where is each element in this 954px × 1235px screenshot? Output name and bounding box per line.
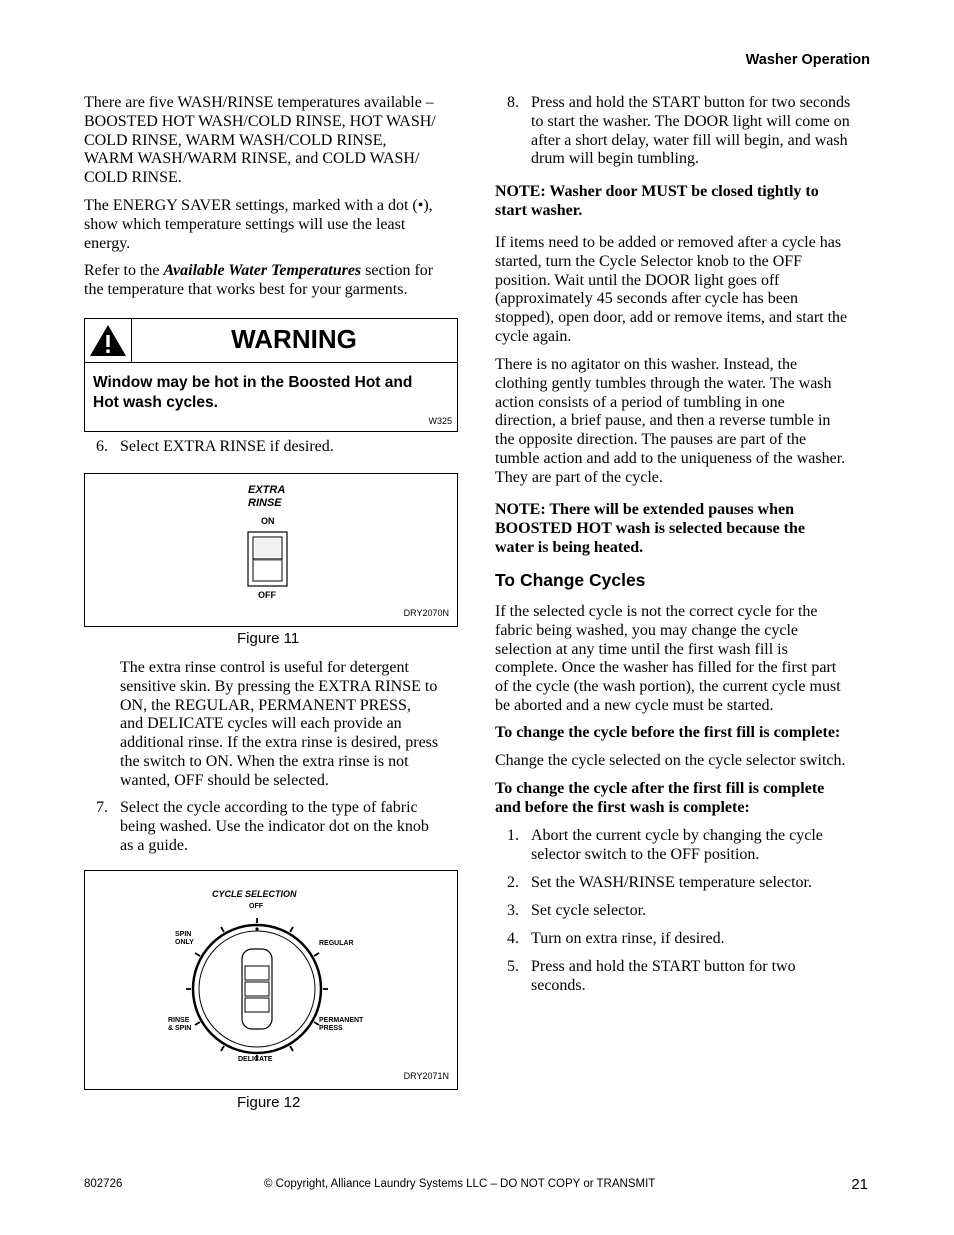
note-door-closed xyxy=(495,183,875,221)
text-line: They are part of the cycle. xyxy=(495,468,663,486)
figure-11-caption: Figure 11 xyxy=(237,630,300,647)
text-line: NOTE: There will be extended pauses when xyxy=(495,501,794,518)
text-line: RINSE xyxy=(168,1017,190,1024)
step-number: 2. xyxy=(507,874,519,891)
text-line: clothing gently tumbles through the water. The wash xyxy=(495,374,832,392)
step-number: 8. xyxy=(507,94,519,111)
text-fragment: section for xyxy=(361,262,434,279)
energy-saver-paragraph xyxy=(84,197,464,253)
text-line: selector switch to the OFF position. xyxy=(531,845,760,863)
change-step-3 xyxy=(507,902,877,922)
text-line: There are five WASH/RINSE temperatures available – xyxy=(84,94,434,111)
before-fill-text: Change the cycle selected on the cycle selector switch. xyxy=(495,752,846,769)
figure-12 xyxy=(84,870,458,1090)
text-line: being washed. Use the indicator dot on the knob xyxy=(120,817,429,835)
change-step-1 xyxy=(507,827,877,867)
step-number: 1. xyxy=(507,827,519,844)
text-line: complete. Once the washer has filled for the first part xyxy=(495,659,837,677)
change-step-5 xyxy=(507,958,877,998)
text-line: NOTE: Washer door MUST be closed tightly to xyxy=(495,183,819,200)
off-label: OFF xyxy=(258,590,276,600)
figure-11 xyxy=(84,473,458,627)
text-line: drum will begin tumbling. xyxy=(531,150,699,168)
text-line: energy. xyxy=(84,234,131,252)
page-number: 21 xyxy=(851,1176,868,1193)
step-text: Set cycle selector. xyxy=(531,902,647,919)
regular-label: REGULAR xyxy=(319,940,354,947)
subheading-after-fill xyxy=(495,780,875,818)
subheading-before-fill: To change the cycle before the first fill is complete: xyxy=(495,724,841,741)
text-line: seconds. xyxy=(531,976,586,994)
figure-code: DRY2071N xyxy=(403,1071,449,1081)
section-reference: Available Water Temperatures xyxy=(163,262,362,279)
text-fragment: Refer to the xyxy=(84,262,164,279)
text-line: To change the cycle after the first fill is complete xyxy=(495,780,825,797)
text-line: position. Wait until the DOOR light goes off xyxy=(495,271,780,289)
change-step-2 xyxy=(507,874,877,894)
text-line: direction, a brief pause, and then a reverse tumble in xyxy=(495,412,831,430)
text-line: the temperature that works best for your garments. xyxy=(84,280,408,298)
step-number: 3. xyxy=(507,902,519,919)
warning-triangle-icon xyxy=(85,319,132,362)
text-line: the opposite direction. The pauses are part of the xyxy=(495,431,807,449)
step-text: Select EXTRA RINSE if desired. xyxy=(120,438,334,455)
add-items-paragraph xyxy=(495,234,875,347)
text-line: tumble action and add to the uniqueness of the washer. xyxy=(495,449,846,467)
text-line: after a short delay, water fill will begin, and wash xyxy=(531,131,848,149)
text-line: to start the washer. The DOOR light will come on xyxy=(531,112,850,130)
section-header: Washer Operation xyxy=(745,52,870,68)
change-cycles-paragraph xyxy=(495,603,875,716)
figure-12-caption: Figure 12 xyxy=(237,1094,301,1111)
step-text xyxy=(531,827,877,865)
step-7 xyxy=(96,799,466,859)
figure-code: DRY2070N xyxy=(403,608,449,618)
extra-label: EXTRA xyxy=(248,484,286,496)
step-text: Set the WASH/RINSE temperature selector. xyxy=(531,874,812,891)
text-line: There is no agitator on this washer. Instead, the xyxy=(495,356,798,373)
text-line: WARM WASH/WARM RINSE, and COLD WASH/ xyxy=(84,150,420,168)
warning-box xyxy=(84,318,458,432)
step-text xyxy=(531,958,877,996)
text-line: be aborted and a new cycle must be started. xyxy=(495,696,774,714)
text-line: Select the cycle according to the type of fabric xyxy=(120,799,418,816)
text-line: The extra rinse control is useful for detergent xyxy=(120,659,409,676)
text-line: started, turn the Cycle Selector knob to the OFF xyxy=(495,252,803,270)
text-line: water is being heated. xyxy=(495,538,644,556)
extra-rinse-paragraph xyxy=(120,659,465,791)
text-line: as a guide. xyxy=(120,836,188,854)
step-number: 5. xyxy=(507,958,519,975)
document-number: 802726 xyxy=(84,1178,123,1190)
text-line: ON, the REGULAR, PERMANENT PRESS, xyxy=(120,696,411,714)
text-line: COLD RINSE, WARM WASH/COLD RINSE, xyxy=(84,131,387,149)
warning-code: W325 xyxy=(428,416,452,426)
refer-paragraph xyxy=(84,262,464,300)
step-text xyxy=(120,799,465,855)
warning-header xyxy=(85,319,457,363)
step-number: 7. xyxy=(96,799,108,816)
text-line: (approximately 45 seconds after cycle has been xyxy=(495,290,798,308)
text-line: PRESS xyxy=(319,1025,343,1032)
text-line: start washer. xyxy=(495,201,583,219)
text-line: sensitive skin. By pressing the EXTRA RINSE to xyxy=(120,677,438,695)
step-number: 4. xyxy=(507,930,519,947)
text-line: the switch to ON. When the extra rinse is not xyxy=(120,752,409,770)
cycle-selection-title: CYCLE SELECTION xyxy=(212,889,297,899)
intro-paragraph xyxy=(84,94,464,188)
text-line: action consists of a period of tumbling in one xyxy=(495,393,785,411)
text-line xyxy=(84,262,464,281)
delicate-label: DELICATE xyxy=(238,1056,273,1063)
step-number: 6. xyxy=(96,438,108,455)
rinse-label: RINSE xyxy=(248,497,282,509)
off-position-label: OFF xyxy=(249,903,263,910)
text-line: stopped), open door, add or remove items, and start the xyxy=(495,309,848,327)
text-line: and DELICATE cycles will each provide an xyxy=(120,715,402,733)
step-8 xyxy=(507,94,877,172)
text-line: cycle again. xyxy=(495,327,572,345)
text-line: BOOSTED HOT WASH/COLD RINSE, HOT WASH/ xyxy=(84,112,436,130)
text-line: selection at any time until the first wash fill is xyxy=(495,640,788,658)
text-line: The ENERGY SAVER settings, marked with a dot (•), xyxy=(84,197,433,214)
text-line: and before the first wash is complete: xyxy=(495,798,750,816)
text-line: ONLY xyxy=(175,939,194,946)
text-line: show which temperature settings will use the least xyxy=(84,215,406,233)
text-line: BOOSTED HOT wash is selected because the xyxy=(495,519,805,537)
change-step-4 xyxy=(507,930,877,950)
text-line: fabric being washed, you may change the cycle xyxy=(495,621,798,639)
text-line: PERMANENT xyxy=(319,1017,364,1024)
step-text xyxy=(531,94,877,169)
spin-only-label xyxy=(175,931,194,947)
rinse-spin-label xyxy=(168,1017,191,1033)
text-line: Window may be hot in the Boosted Hot and xyxy=(93,374,413,391)
warning-text xyxy=(93,373,453,412)
text-line: If the selected cycle is not the correct cycle for the xyxy=(495,603,818,620)
text-line: SPIN xyxy=(175,931,192,938)
permanent-press-label xyxy=(319,1017,363,1033)
step-text: Turn on extra rinse, if desired. xyxy=(531,930,725,947)
change-cycles-heading: To Change Cycles xyxy=(495,570,646,590)
on-label: ON xyxy=(261,516,275,526)
text-line: COLD RINSE. xyxy=(84,169,182,187)
text-line: of the cycle (the wash portion), the current cycle must xyxy=(495,678,841,696)
text-line: Abort the current cycle by changing the cycle xyxy=(531,827,823,844)
text-line: If items need to be added or removed after a cycle has xyxy=(495,234,842,251)
text-line: Press and hold the START button for two xyxy=(531,958,796,975)
note-extended-pauses xyxy=(495,501,875,557)
warning-title: WARNING xyxy=(231,324,357,354)
text-line: wanted, OFF should be selected. xyxy=(120,771,329,789)
text-line: additional rinse. If the extra rinse is desired, press xyxy=(120,734,439,752)
text-line: Hot wash cycles. xyxy=(93,393,218,411)
text-line: Press and hold the START button for two seconds xyxy=(531,94,851,111)
agitator-paragraph xyxy=(495,356,875,488)
text-line: & SPIN xyxy=(168,1025,192,1032)
copyright-notice: © Copyright, Alliance Laundry Systems LLC – DO NOT COPY or TRANSMIT xyxy=(264,1178,656,1190)
